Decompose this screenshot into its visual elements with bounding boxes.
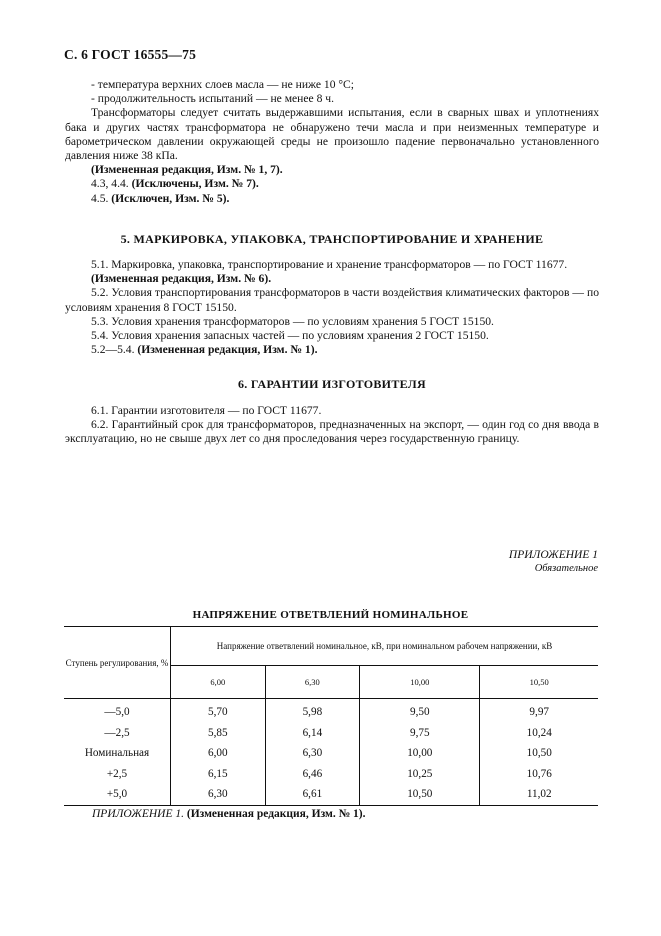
table-cell: 6,15 [171,764,266,785]
appendix-label [509,548,598,576]
table-cell-step: Номинальная [64,743,171,764]
table-header-group: Напряжение ответвлений номинальное, кВ, при номинальном рабочем напряжении, кВ [171,627,599,666]
table-header-step: Ступень регулирования, % [64,627,171,699]
table-cell: 10,50 [360,784,480,805]
item-edit-note: (Исключены, Изм. № 7). [131,177,259,191]
item-4-5 [65,192,599,206]
appendix-note-label: ПРИЛОЖЕНИЕ 1. [92,808,184,820]
page-header: С. 6 ГОСТ 16555—75 [64,47,197,62]
intro-item: - продолжительность испытаний — не менее 8 ч. [91,92,334,106]
table-cell: 5,98 [265,699,360,723]
table-cell: 11,02 [480,784,598,805]
table-header-voltage: 10,00 [360,666,480,699]
table-cell: 9,97 [529,706,549,719]
intro-paragraph: Трансформаторы следует считать выдержавшими испытания, если в сварных швах и уплотнениях бака и других частях трансформатора не обнаружено течи масла и при неизменных температуре и барометрическом давлении окружающей среды не произошло падение первоначально установленного давления ниже 38 кПа. [65,106,599,163]
table-cell: 5,85 [171,723,266,744]
table-row [64,699,598,723]
section-5-paragraph: 5.1. Маркировка, упаковка, транспортирование и хранение трансформаторов — по ГОСТ 11677. [91,258,568,272]
appendix-note [92,808,366,820]
table-row [64,723,598,744]
table-row [64,743,598,764]
table-cell: 6,14 [265,723,360,744]
table-cell-step: —2,5 [64,723,171,744]
table-cell: 6,61 [265,784,360,805]
section-5-paragraph: 5.2. Условия транспортирования трансформаторов в части воздействия климатических факторов — по условиям хранения 8 ГОСТ 15150. [65,286,599,314]
table-cell-step: +5,0 [64,784,171,805]
item-number: 5.2—5.4. [91,343,135,357]
table-cell: 10,25 [360,764,480,785]
appendix-note-edit: (Измененная редакция, Изм. № 1). [186,808,366,820]
section-5-title: 5. МАРКИРОВКА, УПАКОВКА, ТРАНСПОРТИРОВАНИЕ И ХРАНЕНИЕ [120,231,544,246]
table-header-voltage: 6,30 [265,666,360,699]
table-row [64,764,598,785]
table-cell-step: —5,0 [64,699,171,723]
table-header-voltage: 10,50 [480,666,598,699]
table-cell: 5,70 [171,699,266,723]
section-6-paragraph: 6.1. Гарантии изготовителя — по ГОСТ 11677. [91,403,322,417]
voltage-table [64,626,598,806]
appendix-title: ПРИЛОЖЕНИЕ 1 [508,549,598,561]
section-5-edit-note: (Измененная редакция, Изм. № 6). [91,272,272,286]
item-edit-note: (Исключен, Изм. № 5). [111,191,230,205]
section-6-title: 6. ГАРАНТИИ ИЗГОТОВИТЕЛЯ [238,377,426,392]
section-6-paragraph: 6.2. Гарантийный срок для трансформаторов, предназначенных на экспорт, — один год со дня ввода в эксплуатацию, но не свыше двух лет со дня проследования через государственную границу. [65,417,599,446]
table-title: НАПРЯЖЕНИЕ ОТВЕТВЛЕНИЙ НОМИНАЛЬНОЕ [192,609,469,621]
item-4-3 [65,177,599,191]
item-number: 4.3, 4.4. [91,177,129,191]
table-cell: 6,46 [265,764,360,785]
intro-item: - температура верхних слоев масла — не ниже 10 °С; [91,78,355,91]
table-cell: 6,30 [171,784,266,805]
table-cell: 6,30 [265,743,360,764]
section-5-edit-note: (Измененная редакция, Изм. № 1). [137,343,318,357]
table-row [64,784,598,805]
table-cell: 10,24 [526,726,552,739]
table-header-voltage: 6,00 [171,666,266,699]
section-5-paragraph: 5.3. Условия хранения трансформаторов — по условиям хранения 5 ГОСТ 15150. [91,314,494,328]
section-5-paragraph: 5.4. Условия хранения запасных частей — по условиям хранения 2 ГОСТ 15150. [91,329,489,343]
table-cell: 6,00 [171,743,266,764]
table-cell: 10,50 [526,747,552,760]
table-cell: 9,50 [360,699,480,723]
appendix-status: Обязательное [534,563,598,574]
intro-edit-note: (Измененная редакция, Изм. № 1, 7). [91,163,283,177]
section-5-paragraph [65,343,599,357]
item-number: 4.5. [91,191,109,205]
table-cell: 10,76 [526,767,552,780]
body-text [65,78,599,446]
table-cell: 9,75 [360,723,480,744]
table-cell-step: +2,5 [64,764,171,785]
table-cell: 10,00 [360,743,480,764]
